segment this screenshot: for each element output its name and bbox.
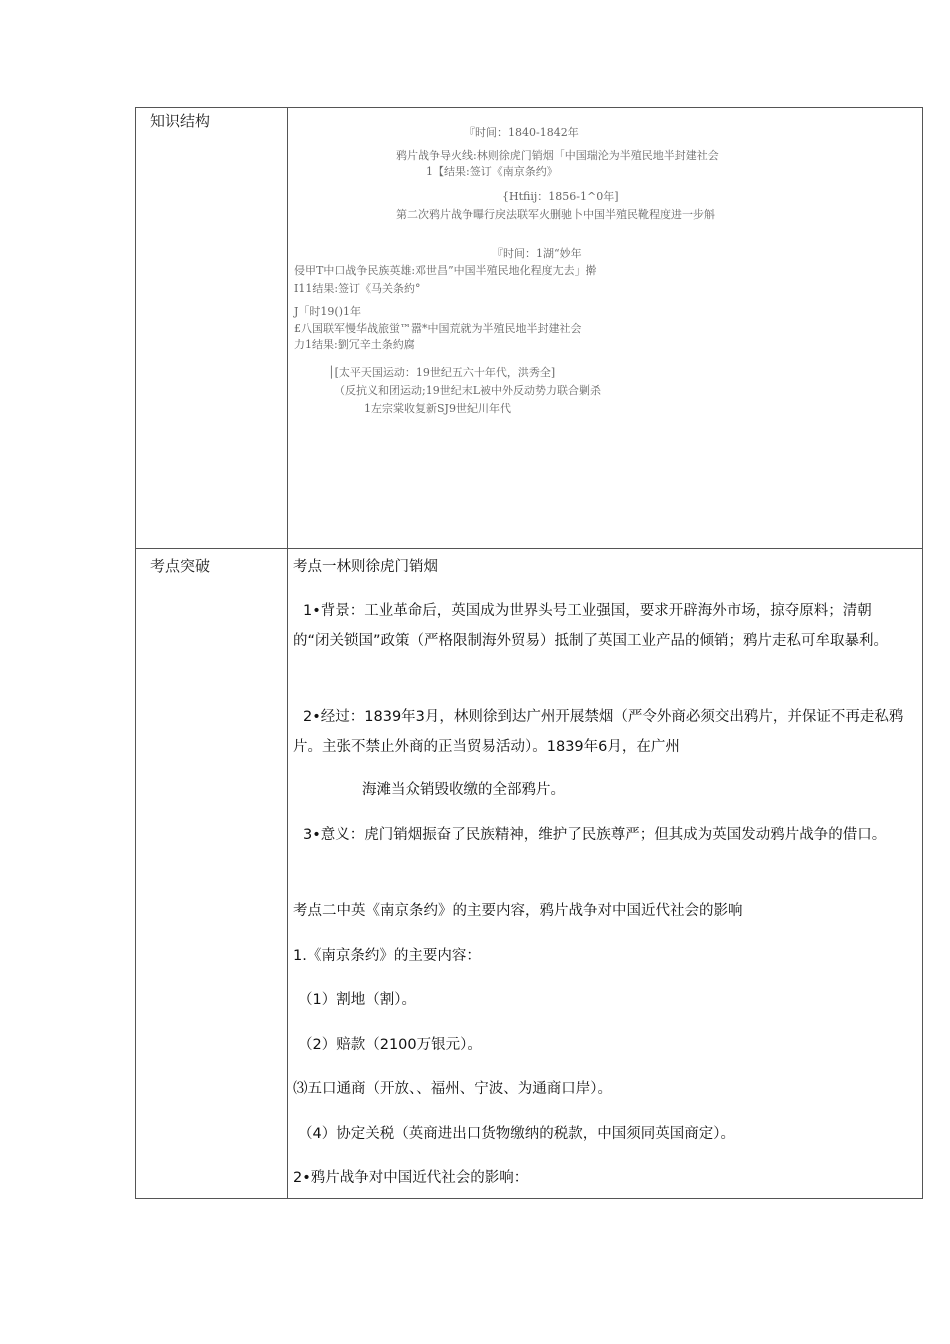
paragraph-process: 2•经过：1839年3月，林则徐到达广州开展禁烟（严令外商必须交出鸦片，并保证不再走私鸦片。主张不禁止外商的正当贸易活动）。1839年6月，在广州 [293, 709, 904, 755]
list-item: （2）赔款（2100万银元）。 [298, 1037, 482, 1053]
knowledge-line: 侵甲T中口战争民族英雄:邓世昌”中国半殖民地化程度尢去」擀 [294, 264, 597, 277]
section-heading-1: 考点一林则徐虎门销烟 [293, 559, 438, 575]
knowledge-line: J「时19()1年 [294, 305, 361, 318]
label-knowledge-structure: 知识结构 [150, 112, 211, 130]
knowledge-line: 第二次鸦片战争曝行戾法联军火删驰卜中国半殖民靴程度进一步斛 [396, 208, 715, 221]
section-heading-2: 考点二中英《南京条约》的主要内容，鸦片战争对中国近代社会的影响 [293, 903, 743, 919]
paragraph-significance: 3•意义：虎门销烟振奋了民族精神，维护了民族尊严；但其成为英国发动鸦片战争的借口。 [303, 827, 887, 843]
list-heading: 1.《南京条约》的主要内容： [293, 948, 481, 964]
knowledge-line: 鸦片战争导火线:林则徐虎门销烟「中国瑞沦为半殖民地半封建社会 [396, 149, 719, 162]
column-divider [287, 108, 288, 1198]
knowledge-line: （反抗义和团运动;19世纪末L被中外反动势力联合剿杀 [334, 384, 602, 397]
list-item: （4）协定关税（英商进出口货物缴纳的税款，中国须同英国商定）。 [298, 1126, 735, 1142]
knowledge-line: 力1结果:劉冗辛土条約腐 [294, 338, 415, 351]
knowledge-line: 『时间：1840-1842年 [464, 126, 579, 139]
knowledge-line: 『时间：1湖“妙年 [492, 247, 582, 260]
knowledge-line: {Htfiij：1856-1^0年] [502, 190, 619, 203]
list-item: ⑶五口通商（开放、、福州、宁波、为通商口岸）。 [293, 1081, 612, 1097]
knowledge-line: 1【结果:签订《南京条约》 [426, 165, 558, 178]
row-divider [136, 548, 922, 549]
label-exam-breakthrough: 考点突破 [150, 557, 211, 575]
knowledge-line: │[太平天国运动：19世纪五六十年代，洪秀全] [328, 366, 556, 379]
knowledge-line: I11结果:签订《马关条約° [294, 282, 421, 295]
knowledge-line: £八国联军慢华战旅蛍™嚣*中国荒就为半殖民地半封建社会 [294, 322, 582, 335]
knowledge-line: 1左宗棠收复新SJ9世紀川年代 [364, 402, 511, 415]
paragraph-process-cont: 海滩当众销毁收缴的全部鸦片。 [362, 782, 565, 798]
list-item: （1）割地（割）。 [298, 992, 416, 1008]
content-table [135, 107, 923, 1199]
paragraph-background: 1•背景：工业革命后，英国成为世界头号工业强国，要求开辟海外市场，掠夺原料；清朝的“闭关锁国”政策（严格限制海外贸易）抵制了英国工业产品的倾销；鸦片走私可牟取暴利。 [293, 603, 889, 649]
list-heading: 2•鸦片战争对中国近代社会的影响： [293, 1170, 529, 1186]
